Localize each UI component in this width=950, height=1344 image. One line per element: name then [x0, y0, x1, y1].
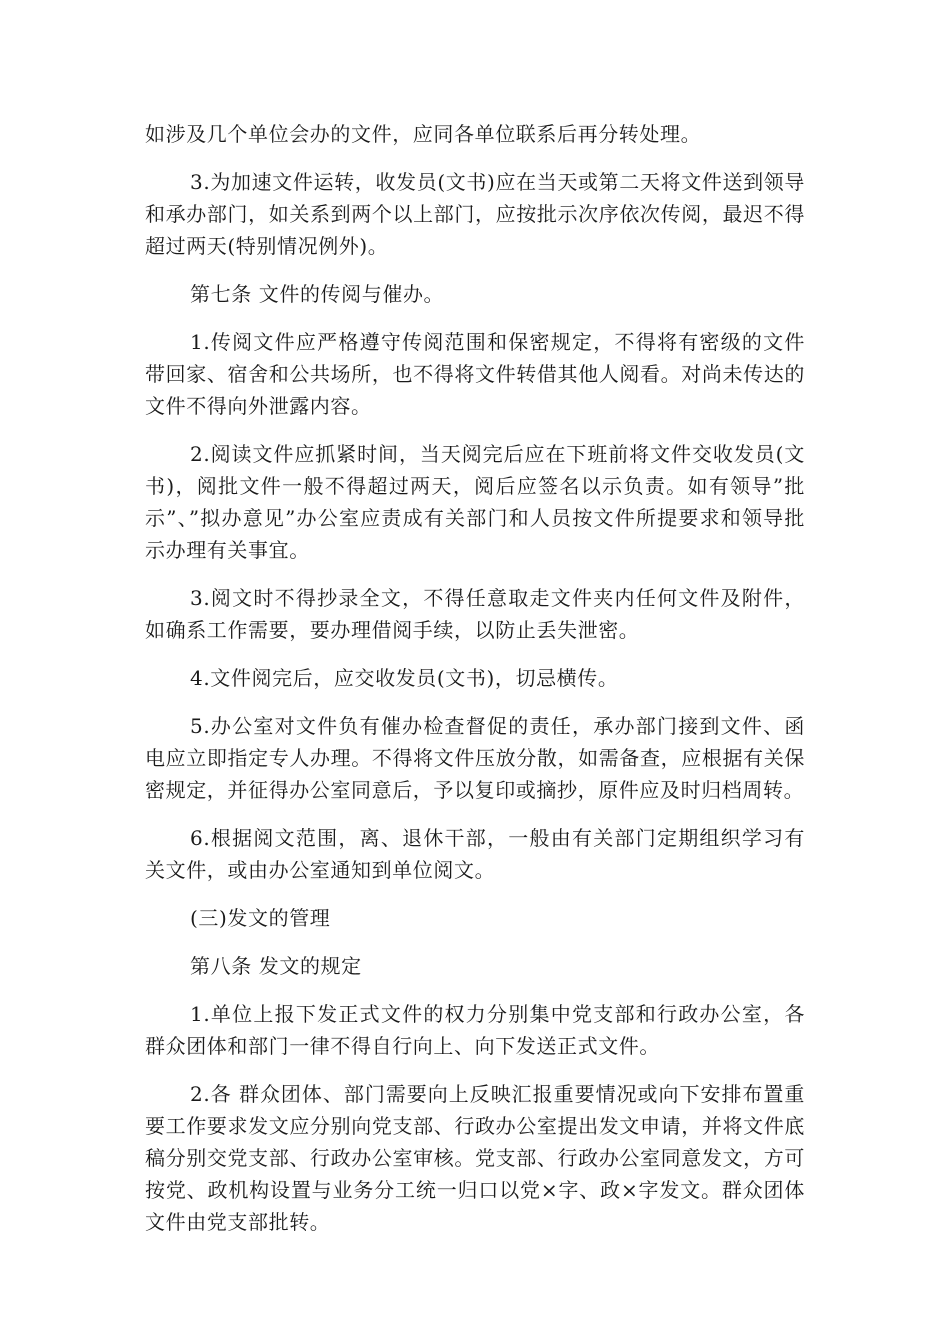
paragraph-item-4-return: 4.文件阅完后，应交收发员(文书)，切忌横传。 — [190, 666, 619, 690]
paragraph-item-6-retirees: 6.根据阅文范围，离、退休干部，一般由有关部门定期组织学习有关文件，或由办公室通知到单位阅文。 — [145, 826, 805, 882]
article-8-heading: 第八条 发文的规定 — [190, 954, 362, 978]
paragraph-item-1-authority: 1.单位上报下发正式文件的权力分别集中党支部和行政办公室，各群众团体和部门一律不得自行向上、向下发送正式文件。 — [145, 1002, 805, 1058]
document-page — [145, 118, 805, 1238]
paragraph-continuation: 如涉及几个单位会办的文件，应同各单位联系后再分转处理。 — [145, 122, 702, 146]
paragraph-item-2-reading: 2.阅读文件应抓紧时间，当天阅完后应在下班前将文件交收发员(文书)，阅批文件一般不得超过两天，阅后应签名以示负责。如有领导”批示”、”拟办意见”办公室应责成有关部门和人员按文件所提要求和领导批示办理有关事宜。 — [145, 442, 805, 562]
paragraph-item-3-copying: 3.阅文时不得抄录全文，不得任意取走文件夹内任何文件及附件，如确系工作需要，要办理借阅手续，以防止丢失泄密。 — [145, 586, 805, 642]
paragraph-item-2-application: 2.各 群众团体、部门需要向上反映汇报重要情况或向下安排布置重要工作要求发文应分别向党支部、行政办公室提出发文申请，并将文件底稿分别交党支部、行政办公室审核。党支部、行政办公室同意发文，方可按党、政机构设置与业务分工统一归口以党×字、政×字发文。群众团体文件由党支部批转。 — [145, 1082, 805, 1234]
paragraph-item-3-transfer: 3.为加速文件运转，收发员(文书)应在当天或第二天将文件送到领导和承办部门，如关系到两个以上部门，应按批示次序依次传阅，最迟不得超过两天(特别情况例外)。 — [145, 170, 805, 258]
paragraph-item-1-circulation: 1.传阅文件应严格遵守传阅范围和保密规定，不得将有密级的文件带回家、宿舍和公共场所，也不得将文件转借其他人阅看。对尚未传达的文件不得向外泄露内容。 — [145, 330, 805, 418]
section-3-heading: (三)发文的管理 — [190, 906, 331, 930]
paragraph-item-5-supervision: 5.办公室对文件负有催办检查督促的责任，承办部门接到文件、函电应立即指定专人办理。不得将文件压放分散，如需备查，应根据有关保密规定，并征得办公室同意后，予以复印或摘抄，原件应及时归档周转。 — [145, 714, 805, 802]
article-7-heading: 第七条 文件的传阅与催办。 — [190, 282, 445, 306]
